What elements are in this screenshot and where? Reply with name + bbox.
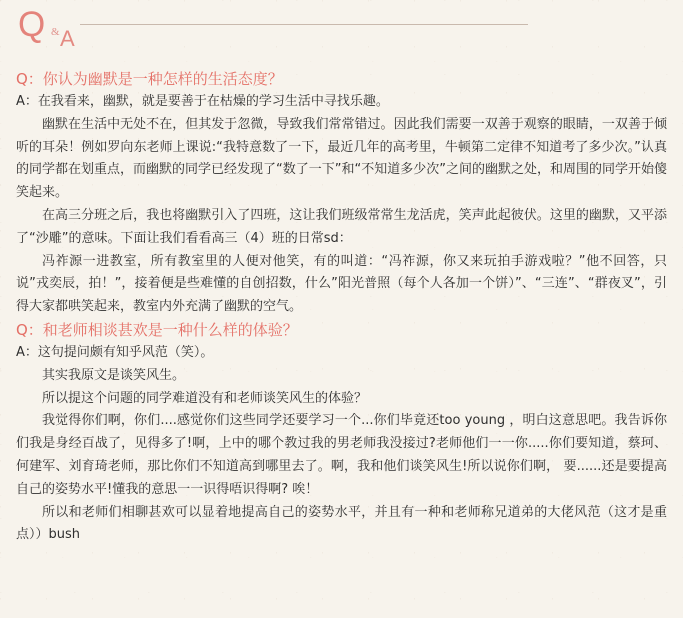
- article-content: [16, 68, 667, 547]
- qa-a-letter: A: [60, 26, 75, 51]
- question-2: Q：和老师相谈甚欢是一种什么样的体验？: [16, 320, 298, 339]
- qa-ampersand: &: [51, 26, 60, 38]
- answer-2: A：这句提问颇有知乎风范（笑）。: [16, 344, 214, 360]
- question-1: Q：你认为幽默是一种怎样的生活态度？: [16, 70, 283, 88]
- answer-1-paragraph-3: 冯祚源一进教室，所有教室里的人便对他笑，有的叫道：“冯祚源，你又来玩拍手游戏啦？”他不回答，只说”戎奕辰，拍！”，接着便是些难懂的自创招数，什么”阳光普照（每个人各加一个饼）”、“三连”、“群夜叉”，引得大家都哄笑起来，教室内外充满了幽默的空气。: [16, 253, 667, 315]
- answer-1-paragraph-1: 幽默在生活中无处不在，但其发于忽微，导致我们常常错过。因此我们需要一双善于观察的眼睛，一双善于倾听的耳朵！例如罗向东老师上课说:“我特意数了一下，最近几年的高考里，牛顿第二定律不知道考了多少次。”认真的同学都在划重点，而幽默的同学已经发现了“数了一下”和“不知道多少次”之间的幽默之处，和周围的同学开始傻笑起来。: [16, 116, 667, 201]
- answer-2-paragraph-3: 我觉得你们啊，你们....感觉你们这些同学还要学习一个...你们毕竟还too young ，明白这意思吧。我告诉你们我是身经百战了，见得多了!啊，上中的哪个教过我的男老师我没接过?老师他们一一你.....你们要知道，蔡珂、何建军、刘育琦老师，那比你们不知道高到哪里去了。啊，我和他们谈笑风生!所以说你们啊， 要......还是要提高自己的姿势水平!懂我的意思一一识得唔识得啊? 唉！: [16, 413, 667, 497]
- qa-header: [18, 7, 528, 53]
- answer-2-paragraph-4: 所以和老师们相聊甚欢可以显着地提高自己的姿势水平，并且有一种和老师称兄道弟的大佬风范（这才是重点））bush: [16, 504, 667, 543]
- header-divider: [80, 24, 528, 25]
- answer-1-paragraph-2: 在高三分班之后，我也将幽默引入了四班，这让我们班级常常生龙活虎，笑声此起彼伏。这里的幽默，又平添了“沙雕”的意味。下面让我们看看高三（4）班的日常sd：: [16, 207, 667, 246]
- answer-2-paragraph-2: 所以提这个问题的同学难道没有和老师谈笑风生的体验？: [42, 390, 368, 406]
- answer-2-paragraph-1: 其实我原文是谈笑风生。: [42, 367, 186, 383]
- answer-1: A：在我看来，幽默，就是要善于在枯燥的学习生活中寻找乐趣。: [16, 94, 389, 109]
- qa-q-letter: Q: [18, 5, 46, 44]
